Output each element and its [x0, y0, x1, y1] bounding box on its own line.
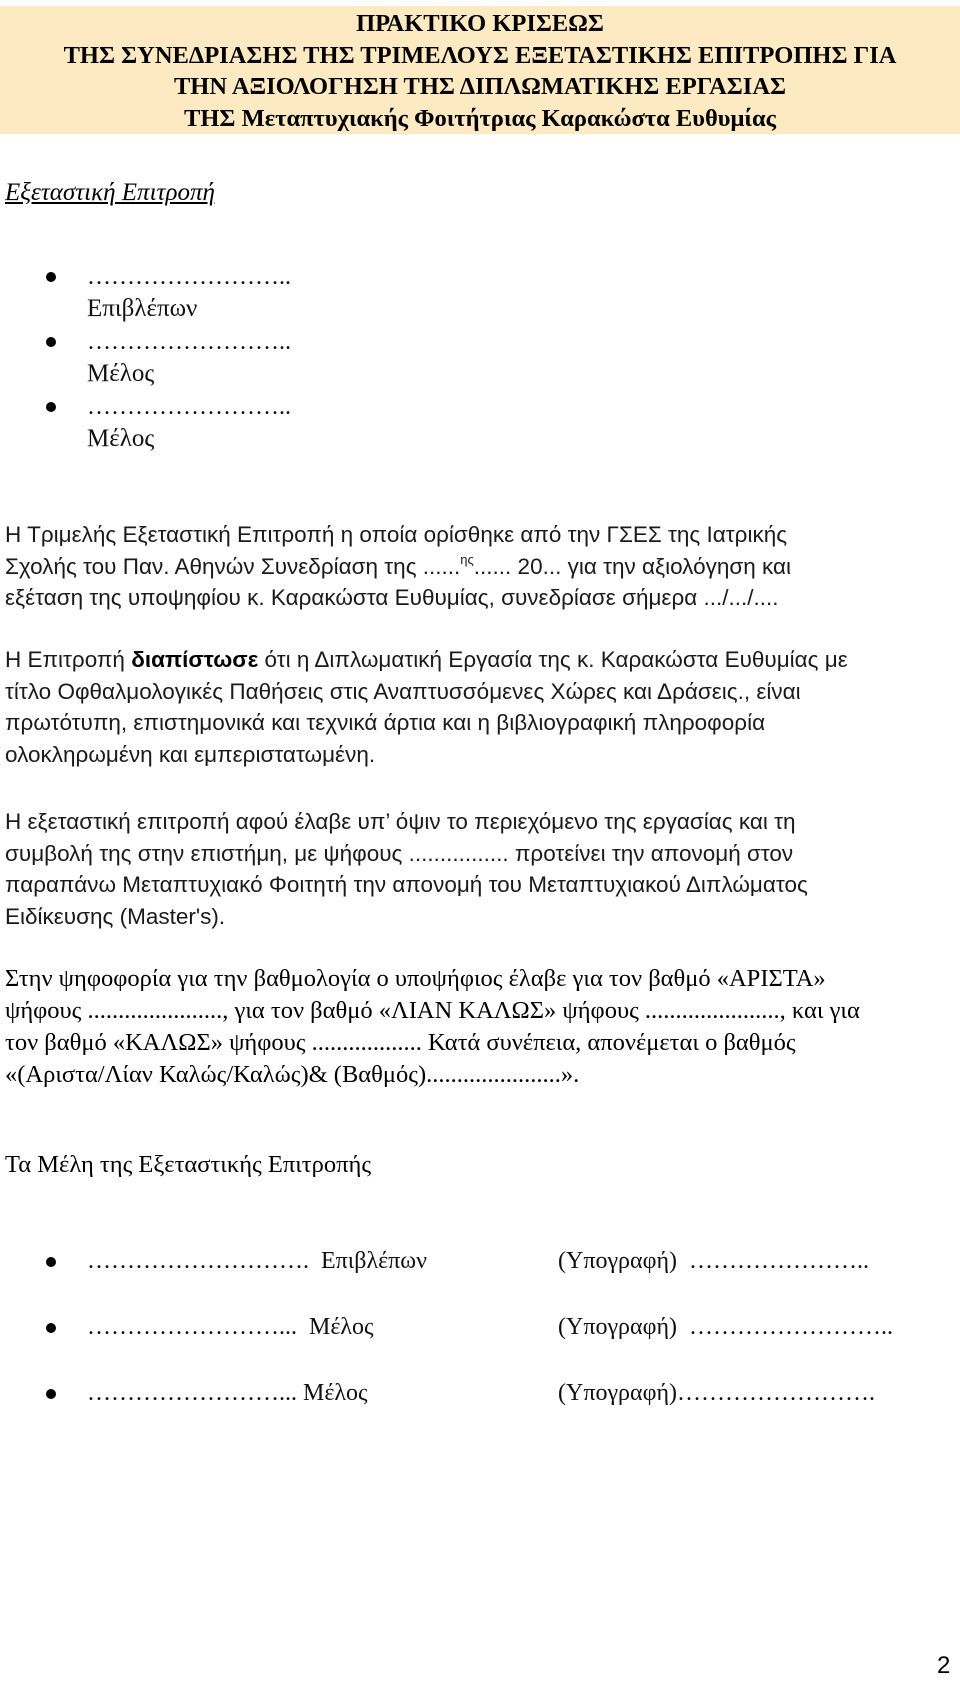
signature-line: (Υπογραφή) ………………….. — [558, 1248, 869, 1274]
paragraph-line: Στην ψηφοφορία για την βαθμολογία ο υποψήφιος έλαβε για τον βαθμό «ΑΡΙΣΤΑ» — [5, 965, 826, 992]
list-item — [0, 392, 960, 457]
member-name-blank: …………………….. — [87, 394, 291, 420]
signature-line: (Υπογραφή) …………………….. — [558, 1314, 893, 1340]
signature-row — [0, 1248, 960, 1314]
signature-row — [0, 1314, 960, 1380]
paragraph-session — [5, 519, 953, 614]
bullet-icon — [46, 1389, 56, 1399]
paragraph-line: Η εξεταστική επιτροπή αφού έλαβε υπ’ όψιν το περιεχόμενο της εργασίας και τη — [5, 809, 796, 834]
paragraph-line: «(Αριστα/Λίαν Καλώς/Καλώς)& (Βαθμός)......................». — [5, 1061, 580, 1088]
paragraph-line: Η Τριμελής Εξεταστική Επιτροπή η οποία ορίσθηκε από την ΓΣΕΣ της Ιατρικής — [5, 522, 788, 547]
header-title: ΠΡΑΚΤΙΚΟ ΚΡΙΣΕΩΣ — [356, 10, 604, 37]
paragraph-line: τίτλο Οφθαλμολογικές Παθήσεις στις Αναπτυσσόμενες Χώρες και Δράσεις., είναι — [5, 678, 801, 704]
member-role: Μέλος — [87, 425, 155, 452]
member-name-blank: …………………….. — [87, 329, 291, 355]
signatures-title: Τα Μέλη της Εξεταστικής Επιτροπής — [5, 1151, 372, 1178]
bullet-icon — [46, 272, 56, 282]
bullet-icon — [46, 1323, 56, 1333]
header-line-2: ΤΗΣ ΣΥΝΕΔΡΙΑΣΗΣ ΤΗΣ ΤΡΙΜΕΛΟΥΣ ΕΞΕΤΑΣΤΙΚΗΣ ΕΠΙΤΡΟΠΗΣ ΓΙΑ — [63, 41, 897, 69]
member-role: Μέλος — [87, 360, 155, 387]
paragraph-line: ολοκληρωμένη και εμπεριστατωμένη. — [5, 741, 376, 767]
signature-member: ……………………... Μέλος — [87, 1314, 374, 1340]
page-number: 2 — [937, 1652, 951, 1679]
signature-line: (Υπογραφή)……………………. — [558, 1380, 875, 1406]
paragraph-line: εξέταση της υποψηφίου κ. Καρακώστα Ευθυμίας, συνεδρίασε σήμερα .../.../.... — [5, 585, 779, 610]
paragraph-line: ψήφους ......................, για τον βαθμό «ΛΙΑΝ ΚΑΛΩΣ» ψήφους ......................, και για — [5, 997, 860, 1024]
signature-row — [0, 1380, 960, 1446]
signature-member: ………………………. Επιβλέπων — [87, 1248, 427, 1274]
committee-member-list — [0, 262, 960, 457]
paragraph-line: παραπάνω Μεταπτυχιακό Φοιτητή την απονομή του Μεταπτυχιακού Διπλώματος — [5, 872, 808, 897]
paragraph-line — [5, 551, 953, 583]
signature-list — [0, 1248, 960, 1446]
list-item — [0, 327, 960, 392]
paragraph-line — [5, 644, 953, 676]
bullet-icon — [46, 402, 56, 412]
signature-member: ……………………... Μέλος — [87, 1380, 368, 1406]
emphasis: διαπίστωσε — [131, 647, 259, 672]
text-span: ότι η Διπλωματική Εργασία της κ. Καρακώστα Ευθυμίας με — [258, 647, 848, 672]
paragraph-line: τον βαθμό «ΚΑΛΩΣ» ψήφους .................. Κατά συνέπεια, απονέμεται ο βαθμός — [5, 1029, 796, 1056]
paragraph-voting — [5, 963, 953, 1091]
header-line-4: ΤΗΣ Μεταπτυχιακής Φοιτήτριας Καρακώστα Ευθυμίας — [184, 104, 776, 132]
paragraph-proposal — [5, 806, 953, 932]
paragraph-findings — [5, 644, 953, 770]
committee-title: Εξεταστική Επιτροπή — [5, 179, 215, 206]
header-line-3: ΤΗΝ ΑΞΙΟΛΟΓΗΣΗ ΤΗΣ ΔΙΠΛΩΜΑΤΙΚΗΣ ΕΡΓΑΣΙΑΣ — [173, 73, 787, 100]
bullet-icon — [46, 337, 56, 347]
document-header — [0, 6, 960, 134]
member-name-blank: …………………….. — [87, 264, 291, 290]
text-span: ...... 20... για την αξιολόγηση και — [473, 553, 791, 579]
paragraph-line: συμβολή της στην επιστήμη, με ψήφους ................ προτείνει την απονομή στον — [5, 840, 794, 866]
text-span: Η Επιτροπή — [5, 647, 132, 672]
bullet-icon — [46, 1257, 56, 1267]
member-role: Επιβλέπων — [87, 295, 198, 322]
paragraph-line: Ειδίκευσης (Master's). — [5, 903, 226, 929]
paragraph-line: πρωτότυπη, επιστημονικά και τεχνικά άρτια και η βιβλιογραφική πληροφορία — [5, 710, 766, 735]
superscript: ης — [460, 551, 474, 567]
text-span: Σχολής του Παν. Αθηνών Συνεδρίαση της ...... — [5, 553, 461, 579]
list-item — [0, 262, 960, 327]
